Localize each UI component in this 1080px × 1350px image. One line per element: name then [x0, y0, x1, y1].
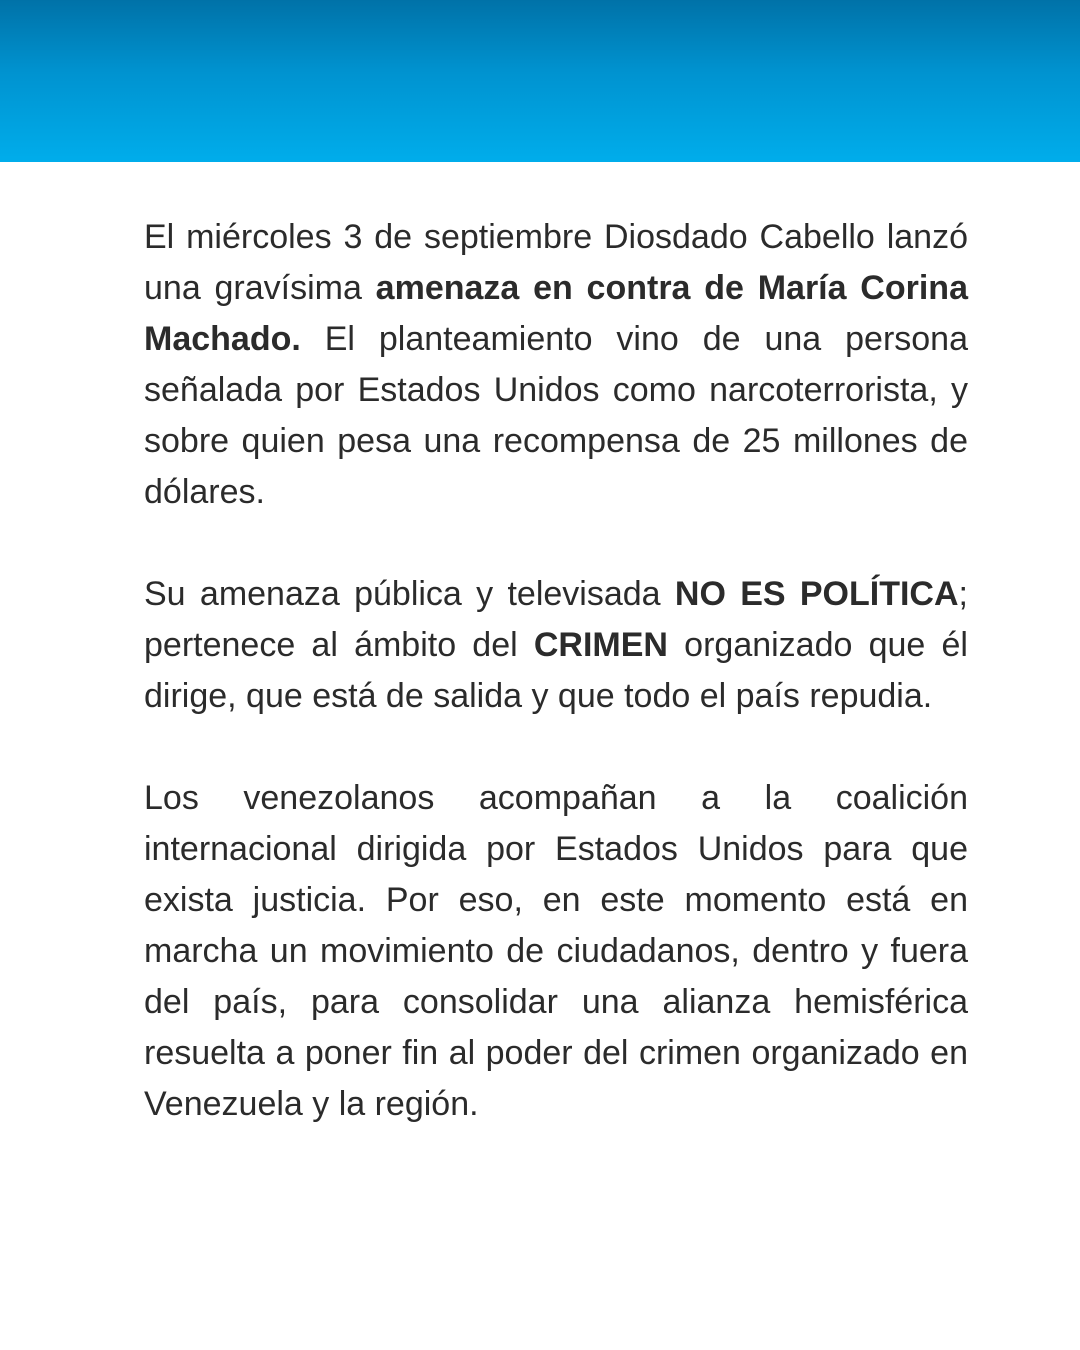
paragraph-not-political: [144, 569, 968, 722]
text-segment: El miércoles 3 de septiembre Diosdado Cabello lanzó una gravísima: [144, 218, 968, 307]
text-segment: Su amenaza pública y televisada: [144, 575, 675, 613]
text-segment-bold: amenaza en contra de María Corina Machado.: [144, 269, 968, 358]
text-segment-bold: CRIMEN: [533, 626, 668, 664]
statement-body: [144, 212, 968, 1130]
header-color-band: [0, 0, 1080, 162]
text-segment: ; pertenece al ámbito del: [144, 575, 968, 664]
text-segment: organizado que él dirige, que está de salida y que todo el país repudia.: [144, 626, 968, 715]
text-segment: El planteamiento vino de una persona señalada por Estados Unidos como narcoterrorista, y sobre quien pesa una recompensa de 25 millones de dólares.: [144, 320, 968, 511]
text-segment: Los venezolanos acompañan a la coalición internacional dirigida por Estados Unidos para que exista justicia. Por eso, en este momento está en marcha un movimiento de ciudadanos, dentro y fuera del país, para consolidar una alianza hemisférica resuelta a poner fin al poder del crimen organizado en Venezuela y la región.: [144, 779, 968, 1123]
paragraph-threat: [144, 212, 968, 518]
paragraph-coalition: [144, 773, 968, 1130]
text-segment-bold: NO ES POLÍTICA: [674, 575, 959, 613]
